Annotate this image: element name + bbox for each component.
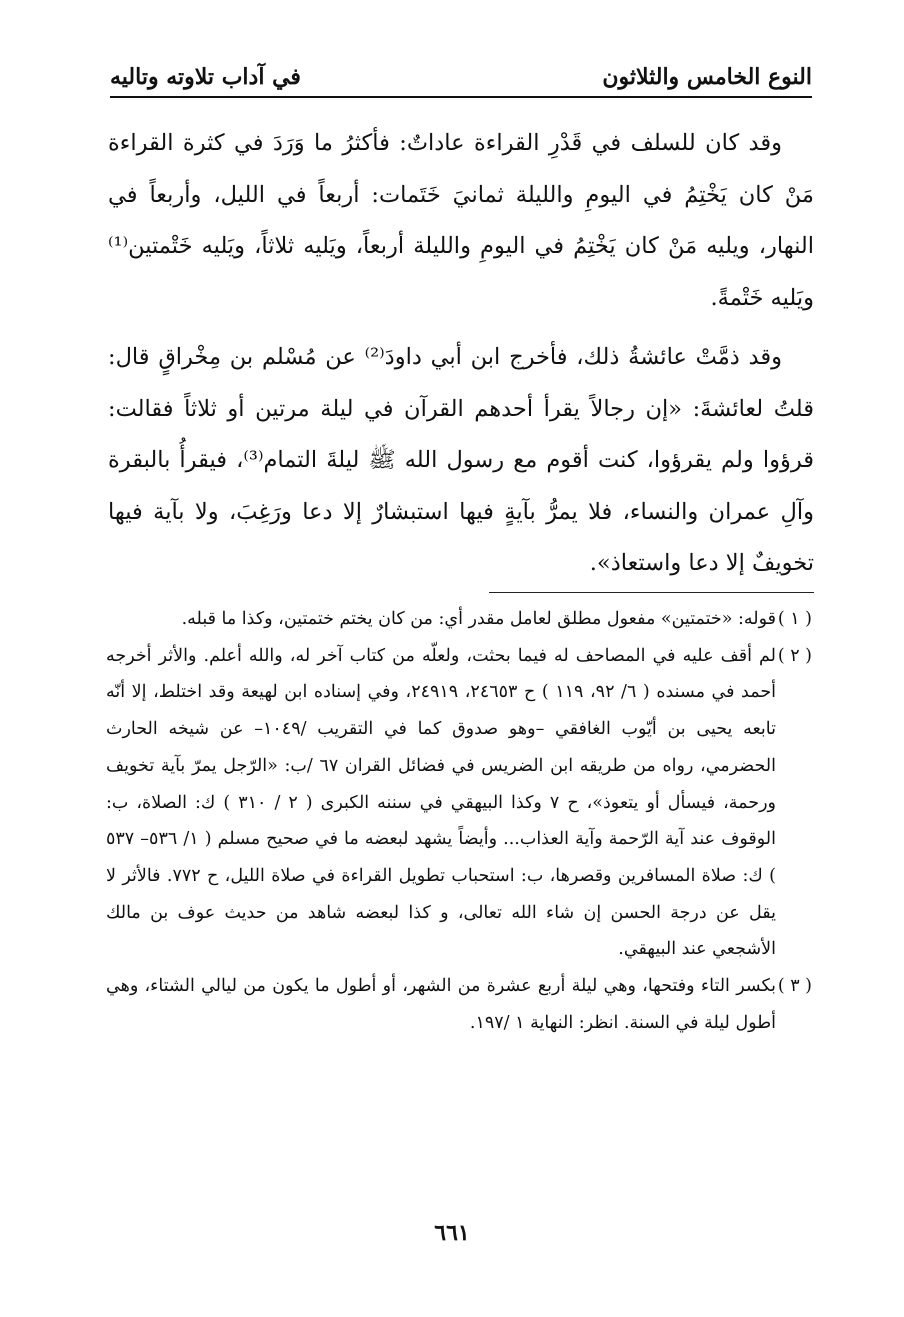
running-header bbox=[110, 56, 812, 98]
main-text bbox=[108, 118, 814, 590]
footnote-1 bbox=[106, 601, 812, 638]
chapter-title: النوع الخامس والثلاثون bbox=[602, 64, 812, 90]
footnotes bbox=[106, 601, 812, 1041]
footnote-separator bbox=[489, 592, 814, 593]
footnote-3 bbox=[106, 968, 812, 1041]
page-number: ٦٦١ bbox=[434, 1220, 470, 1246]
paragraph-2: وقد ذمَّتْ عائشةُ ذلك، فأخرج ابن أبي داودَ⁽²⁾ عن مُسْلم بن مِخْراقٍ قال: قلتُ لعائشةَ: «إن رجالاً يقرأ أحدهم القرآن في ليلة مرتين أو ثلاثاً فقالت: قرؤوا ولم يقرؤوا، كنت أقوم مع رسول الله ﷺ ليلةَ التمام⁽³⁾، فيقرأُ بالبقرة وآلِ عمران والنساء، فلا يمرُّ بآيةٍ فيها استبشارٌ إلا دعا ورَغِبَ، ولا بآية فيها تخويفٌ إلا دعا واستعاذ». bbox=[108, 344, 814, 576]
paragraph-1: وقد كان للسلف في قَدْرِ القراءة عاداتٌ: فأكثرُ ما وَرَدَ في كثرة القراءة مَنْ كان يَخْتِمُ في اليومِ والليلة ثمانيَ خَتَمات: أربعاً في الليل، وأربعاً في النهار، ويليه مَنْ كان يَخْتِمُ في اليومِ والليلة أربعاً، ويَليه ثلاثاً، ويَليه خَتْمتين⁽¹⁾ ويَليه خَتْمةً. bbox=[108, 130, 814, 311]
footnote-2 bbox=[106, 638, 812, 968]
footnote-text: بكسر التاء وفتحها، وهي ليلة أربع عشرة من الشهر، أو أطول ما يكون من ليالي الشتاء، وهي أطول ليلة في السنة. انظر: النهاية ١ /١٩٧. bbox=[106, 976, 776, 1033]
footnote-text: لم أقف عليه في المصاحف له فيما بحثت، ولعلّه من كتاب آخر له، والله أعلم. والأثر أخرجه أحمد في مسنده ( ٦/ ٩٢، ١١٩ ) ح ٢٤٦٥٣، ٢٤٩١٩، وفي إسناده ابن لهيعة وقد اختلط، إلا أنّه تابعه يحيى بن أيّوب الغافقي –وهو صدوق كما في التقريب /١٠٤٩– عن شيخه الحارث الحضرمي، رواه من طريقه ابن الضريس في فضائل القران ٦٧ /ب: «الرّجل يمرّ بآية تخويف ورحمة، فيسأل أو يتعوذ»، ح ٧ وكذا البيهقي في سننه الكبرى ( ٢ / ٣١٠ ) ك: الصلاة، ب: الوقوف عند آية الرّحمة وآية العذاب... وأيضاً يشهد لبعضه ما في صحيح مسلم ( ١/ ٥٣٦– ٥٣٧ ) ك: صلاة المسافرين وقصرها، ب: استحباب تطويل القراءة في صلاة الليل، ح ٧٧٢. فالأثر لا يقل عن درجة الحسن إن شاء الله تعالى، و كذا لبعضه شاهد من حديث عوف بن مالك الأشجعي عند البيهقي. bbox=[106, 645, 777, 960]
footnote-number: ( ٣ ) bbox=[777, 976, 812, 997]
footnote-number: ( ١ ) bbox=[777, 609, 812, 629]
footnote-text: قوله: «ختمتين» مفعول مطلق لعامل مقدر أي: من كان يختم ختمتين، وكذا ما قبله. bbox=[181, 609, 776, 629]
footnote-number: ( ٢ ) bbox=[777, 645, 812, 666]
section-title: في آداب تلاوته وتاليه bbox=[110, 64, 301, 90]
